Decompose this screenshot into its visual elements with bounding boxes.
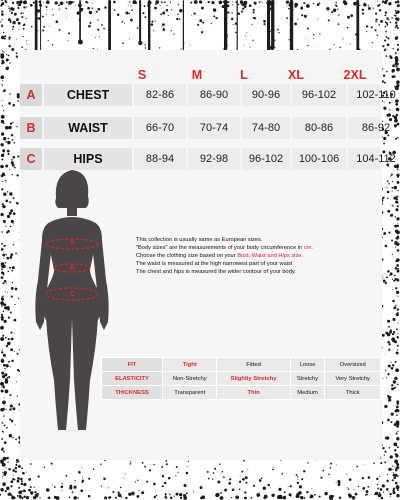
property-label: ELASTICITY <box>102 372 163 386</box>
info-line-4: The waist is measured at the high narrowest part of your waist <box>136 261 293 267</box>
value-cell: 88-94 <box>145 153 175 165</box>
fabric-properties-table <box>101 357 381 400</box>
property-option: Medium <box>290 386 325 400</box>
property-option: Thin <box>217 386 290 400</box>
row-letter: B <box>26 121 36 135</box>
info-line-1: This collection is usually same as European sizes. <box>136 237 263 243</box>
info-line-5: The chest and hips is measured the wider contour of your body. <box>136 269 296 275</box>
value-cell: 66-70 <box>145 122 175 134</box>
value-cell: 90-96 <box>251 89 281 101</box>
property-option: Fitted <box>217 358 290 372</box>
property-row-elasticity <box>102 372 381 386</box>
property-option: Stretchy <box>290 372 325 386</box>
row-name: HIPS <box>73 152 103 166</box>
size-header-l: L <box>240 68 248 82</box>
row-name: WAIST <box>68 121 108 135</box>
property-option: Thick <box>325 386 381 400</box>
value-cell: 86-92 <box>361 122 391 134</box>
property-option: Oversized <box>325 358 381 372</box>
property-option: Non-Stretchy <box>163 372 217 386</box>
info-line-3: Choose the clothing size based on your Bust, Waist and Hips size. <box>136 253 304 259</box>
property-row-fit <box>102 358 381 372</box>
body-silhouette-icon <box>10 160 130 460</box>
value-cell: 100-106 <box>298 153 340 165</box>
row-letter: C <box>26 152 36 166</box>
hips-marker-label: C <box>70 291 76 298</box>
info-text <box>136 236 368 276</box>
size-header-xl: XL <box>288 68 304 82</box>
value-cell: 92-98 <box>199 153 229 165</box>
property-option: Tight <box>163 358 217 372</box>
chest-marker-label: A <box>70 239 76 246</box>
size-header-m: M <box>191 68 203 82</box>
property-option: Transparent <box>163 386 217 400</box>
row-name: CHEST <box>66 88 110 102</box>
value-cell: 70-74 <box>199 122 229 134</box>
waist-marker-label: B <box>70 265 76 272</box>
property-label: THICKNESS <box>102 386 163 400</box>
measurement-row-waist <box>20 117 391 139</box>
value-cell: 80-86 <box>304 122 334 134</box>
value-cell: 96-102 <box>248 153 284 165</box>
property-label: FIT <box>102 358 163 372</box>
size-header-2xl: 2XL <box>343 68 367 82</box>
info-line-2: "Body sizes" are the measurements of your body circumference in cm. <box>136 245 313 251</box>
value-cell: 96-102 <box>301 89 337 101</box>
property-option: Loose <box>290 358 325 372</box>
value-cell: 74-80 <box>251 122 281 134</box>
measurement-row-chest <box>20 84 396 106</box>
property-option: Very Stretchy <box>325 372 381 386</box>
row-letter: A <box>26 88 36 102</box>
property-row-thickness <box>102 386 381 400</box>
property-option: Slightly Stretchy <box>217 372 290 386</box>
value-cell: 102-110 <box>356 89 396 101</box>
value-cell: 86-90 <box>199 89 229 101</box>
value-cell: 104-112 <box>356 153 396 165</box>
size-header-s: S <box>137 68 147 82</box>
value-cell: 82-86 <box>145 89 175 101</box>
